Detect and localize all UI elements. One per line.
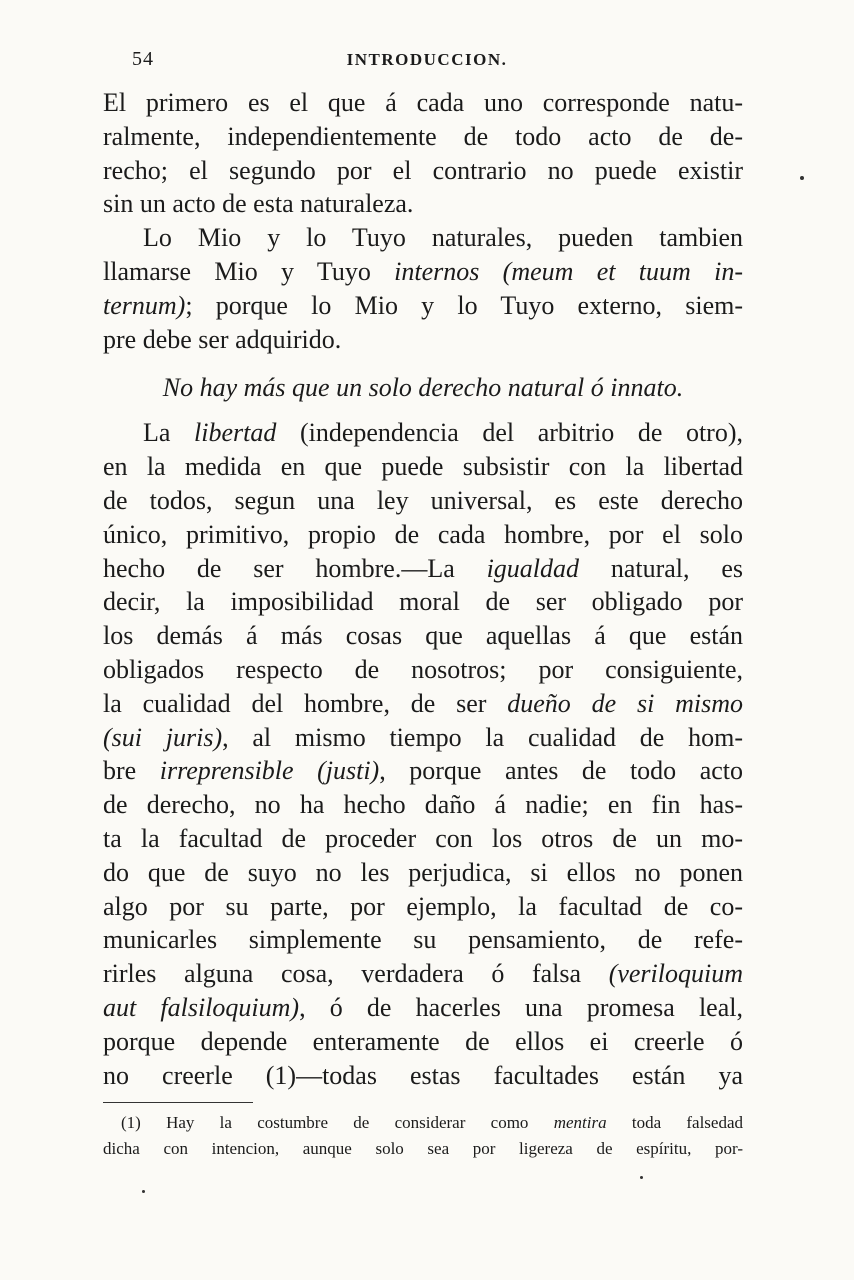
text-line [103, 255, 743, 289]
text-segment: (1) Hay la costumbre de considerar como [121, 1113, 554, 1132]
text-line: no creerle (1)—todas estas facultades están ya [103, 1060, 743, 1090]
latin-term: (veriloquium [608, 959, 743, 989]
text-line [103, 754, 743, 788]
italic-term: mentira [553, 1113, 607, 1132]
text-line: único, primitivo, propio de cada hombre, por el solo [103, 519, 743, 549]
footnote-line: dicha con intencion, aunque solo sea por ligereza de espíritu, por- [103, 1139, 743, 1158]
footnote-line [103, 1110, 743, 1136]
text-line: porque depende enteramente de ellos ei creerle ó [103, 1026, 743, 1056]
text-line: de todos, segun una ley universal, es este derecho [103, 485, 743, 515]
page-number: 54 [132, 48, 154, 70]
text-line [103, 289, 743, 323]
text-segment: , al mismo tiempo la cualidad de hom- [222, 722, 743, 752]
latin-term: aut falsiloquium) [103, 992, 300, 1022]
text-line: sin un acto de esta naturaleza. [103, 189, 414, 219]
paragraph-1 [103, 86, 743, 221]
italic-term: irreprensible (justi) [159, 756, 380, 786]
text-segment: la cualidad del hombre, de ser [103, 688, 508, 718]
text-line: pre debe ser adquirido. [103, 324, 342, 354]
italic-term: libertad [194, 418, 277, 448]
text-line: ta la facultad de proceder con los otros de un mo- [103, 823, 743, 853]
text-line: algo por su parte, por ejemplo, la facultad de co- [103, 891, 743, 921]
text-line: do que de suyo no les perjudica, si ellos no ponen [103, 857, 743, 887]
text-segment: bre [103, 756, 160, 786]
text-segment: rirles alguna cosa, verdadera ó falsa [103, 959, 609, 989]
latin-term: internos (meum et tuum in- [394, 256, 743, 286]
text-segment: natural, es [579, 553, 743, 583]
text-segment: toda falsedad [606, 1113, 744, 1132]
body-text [103, 86, 743, 1092]
text-line: municarles simplemente su pensamiento, de refe- [103, 925, 743, 955]
text-segment: La [143, 418, 195, 448]
latin-term: ternum) [103, 290, 186, 320]
ink-speck [640, 1176, 643, 1179]
text-segment: (independencia del arbitrio de otro), [276, 418, 743, 448]
footnote [103, 1110, 743, 1162]
text-line: los demás á más cosas que aquellas á que están [103, 621, 743, 651]
text-segment: llamarse Mio y Tuyo [103, 256, 395, 286]
text-line: El primero es el que á cada uno corresponde natu- [103, 88, 743, 117]
text-line [103, 957, 743, 991]
ink-speck [142, 1190, 145, 1193]
text-line [103, 991, 743, 1025]
italic-term: igualdad [486, 553, 580, 583]
text-line [103, 687, 743, 721]
text-line [103, 552, 743, 586]
section-heading: No hay más que un solo derecho natural ó innato. [162, 373, 684, 403]
ink-speck [800, 176, 804, 180]
latin-term: (sui juris) [103, 722, 223, 752]
text-line: ralmente, independientemente de todo acto de de- [103, 121, 743, 151]
text-line: decir, la imposibilidad moral de ser obligado por [103, 587, 743, 617]
paragraph-2 [103, 221, 743, 356]
text-segment: , ó de hacerles una promesa leal, [299, 992, 743, 1022]
text-line: Lo Mio y lo Tuyo naturales, pueden tambien [143, 223, 743, 253]
text-line [103, 721, 743, 755]
running-head: INTRODUCCION. [346, 50, 508, 69]
text-line: en la medida en que puede subsistir con la libertad [103, 452, 743, 482]
text-line: recho; el segundo por el contrario no puede existir [103, 155, 743, 185]
text-line [103, 416, 743, 450]
text-segment: , porque antes de todo acto [379, 756, 744, 786]
text-line: obligados respecto de nosotros; por consiguiente, [103, 654, 743, 684]
text-line: de derecho, no ha hecho daño á nadie; en fin has- [103, 790, 743, 820]
paragraph-3 [103, 416, 743, 1092]
text-segment: ; porque lo Mio y lo Tuyo externo, siem- [185, 290, 743, 320]
italic-term: dueño de si mismo [507, 688, 743, 718]
footnote-rule [103, 1102, 253, 1103]
text-segment: hecho de ser hombre.—La [103, 553, 487, 583]
page-header [0, 48, 854, 76]
